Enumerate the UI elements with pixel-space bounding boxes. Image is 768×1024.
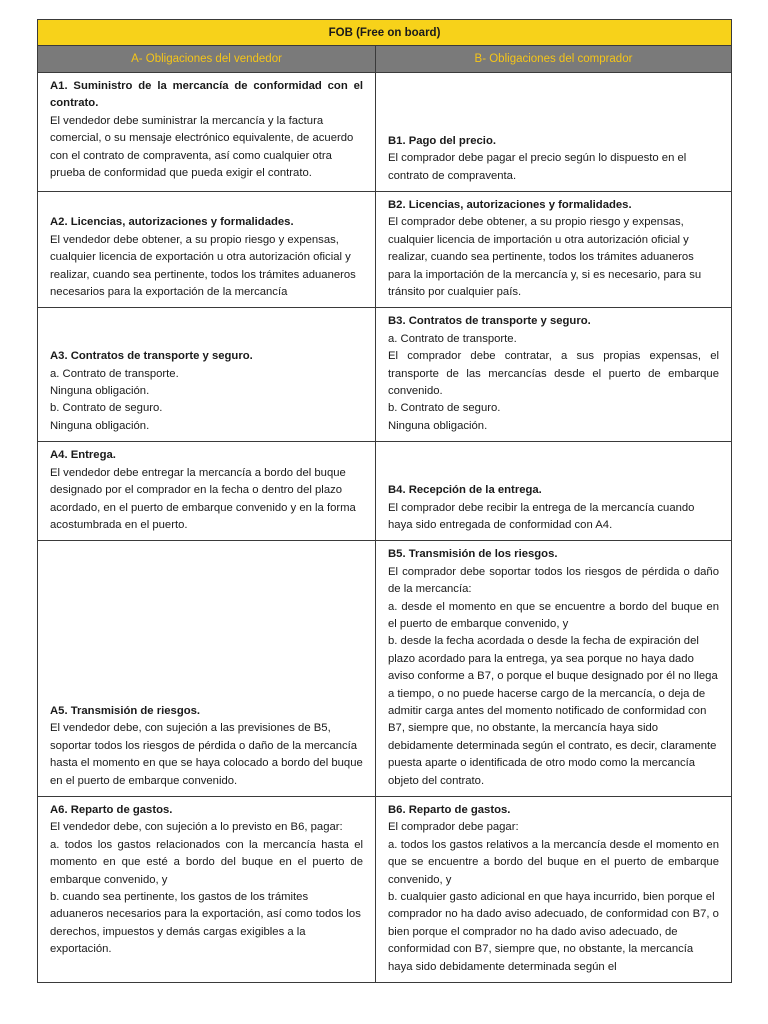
table-row [38, 541, 732, 797]
obligation-text: El vendedor debe, con sujeción a las previsiones de B5, soportar todos los riesgos de pérdida o daño de la mercancía hasta el momento en que se haya colocado a bordo del buque en el puerto de embarque convenido. [50, 722, 363, 787]
obligation-text: El comprador debe obtener, a su propio riesgo y expensas, cualquier licencia de importación u otra autorización oficial y realizar, cuando sea pertinente, todos los trámites aduaneros para la importación de la mercancía y, si es necesario, para su tránsito por cualquier país. [388, 216, 702, 299]
obligation-text: El comprador debe pagar: [388, 821, 519, 834]
obligation-text: a. Contrato de transporte. [388, 332, 517, 345]
obligation-text: El comprador debe soportar todos los riesgos de pérdida o daño de la mercancía: [388, 565, 719, 596]
obligations-body [38, 73, 732, 983]
obligation-text: El comprador debe recibir la entrega de la mercancía cuando haya sido entregada de conformidad con A4. [388, 501, 695, 531]
fob-obligations-table [37, 19, 732, 983]
buyer-obligation-cell [376, 308, 732, 442]
table-row [38, 442, 732, 541]
obligation-heading: A4. Entrega. [50, 449, 116, 462]
obligation-text: Ninguna obligación. [50, 419, 150, 432]
seller-obligation-cell [38, 308, 376, 442]
seller-obligation-cell [38, 797, 376, 983]
buyer-obligation-cell [376, 541, 732, 797]
obligation-text: Ninguna obligación. [388, 419, 488, 432]
obligation-text: El comprador debe contratar, a sus propias expensas, el transporte de las mercancías desde el puerto de embarque convenido. [388, 350, 719, 398]
buyer-obligation-cell [376, 442, 732, 541]
obligation-heading: A6. Reparto de gastos. [50, 804, 173, 816]
obligation-heading: B4. Recepción de la entrega. [388, 484, 542, 497]
obligation-text: El vendedor debe, con sujeción a lo previsto en B6, pagar: [50, 821, 343, 834]
seller-column-header: A- Obligaciones del vendedor [38, 46, 376, 73]
obligation-text: a. todos los gastos relacionados con la mercancía hasta el momento en que esté a bordo del buque en el puerto de embarque convenido, y [50, 838, 363, 886]
seller-obligation-cell [38, 73, 376, 192]
obligation-heading: A1. Suministro de la mercancía de conformidad con el contrato. [50, 80, 363, 110]
obligation-text: a. Contrato de transporte. [50, 367, 179, 380]
seller-obligation-cell [38, 442, 376, 541]
obligation-text: Ninguna obligación. [50, 385, 150, 398]
obligation-text: El vendedor debe entregar la mercancía a bordo del buque designado por el comprador en la fecha o dentro del plazo acordado, en el puerto de embarque convenido y en la forma acostumbrada en el puerto. [50, 466, 356, 531]
obligation-text: b. cualquier gasto adicional en que haya incurrido, bien porque el comprador no ha dado aviso adecuado, de conformidad con B7, o bien porque el comprador no ha dado aviso adecuado, de conformidad con B7, siempre que, no obstante, la mercancía haya sido debidamente determinada según el [388, 891, 719, 973]
obligation-heading: B1. Pago del precio. [388, 134, 496, 147]
obligation-heading: A5. Transmisión de riesgos. [50, 704, 201, 717]
obligation-heading: A2. Licencias, autorizaciones y formalidades. [50, 216, 294, 229]
obligation-text: a. todos los gastos relativos a la mercancía desde el momento en que se encuentre a bordo del buque en el puerto de embarque convenido, y [388, 838, 719, 886]
obligation-heading: B6. Reparto de gastos. [388, 804, 511, 816]
obligation-text: El vendedor debe obtener, a su propio riesgo y expensas, cualquier licencia de exportación u otra autorización oficial y realizar, cuando sea pertinente, todos los trámites aduaneros necesarios para la exportación de la mercancía [50, 233, 356, 299]
table-row [38, 797, 732, 983]
seller-obligation-cell [38, 541, 376, 797]
buyer-column-header: B- Obligaciones del comprador [376, 46, 732, 73]
table-row [38, 308, 732, 442]
obligation-heading: B5. Transmisión de los riesgos. [388, 548, 558, 561]
obligation-heading: A3. Contratos de transporte y seguro. [50, 350, 253, 363]
title-row [38, 20, 732, 46]
buyer-obligation-cell [376, 192, 732, 308]
obligation-text: a. desde el momento en que se encuentre a bordo del buque en el puerto de embarque convenido, y [388, 600, 719, 630]
seller-obligation-cell [38, 192, 376, 308]
column-header-row [38, 46, 732, 73]
obligation-text: b. Contrato de seguro. [50, 402, 163, 415]
obligation-text: El vendedor debe suministrar la mercancía y la factura comercial, o su mensaje electrónico equivalente, de acuerdo con el contrato de compraventa, así como cualquier otra prueba de conformidad que pueda exigir el contrato. [50, 114, 354, 180]
obligation-text: b. cuando sea pertinente, los gastos de los trámites aduaneros necesarios para la exportación, así como todos los derechos, impuestos y demás cargas exigibles a la exportación. [50, 891, 361, 956]
table-row [38, 192, 732, 308]
table-title: FOB (Free on board) [38, 20, 732, 46]
obligation-text: El comprador debe pagar el precio según lo dispuesto en el contrato de compraventa. [388, 152, 687, 182]
obligation-text: b. desde la fecha acordada o desde la fecha de expiración del plazo acordado para la entrega, ya sea porque no haya dado aviso conforme a B7, o porque el buque designado por él no llega a tiempo, o no puede hacerse cargo de la mercancía, o deja de admitir carga antes del momento notificado de conformidad con B7, siempre que, no obstante, la mercancía haya sido debidamente determinada según el contrato, es decir, claramente puesta aparte o identificada de otro modo como la mercancía objeto del contrato. [388, 635, 718, 787]
buyer-obligation-cell [376, 73, 732, 192]
buyer-obligation-cell [376, 797, 732, 983]
obligation-heading: B2. Licencias, autorizaciones y formalidades. [388, 199, 632, 211]
obligation-heading: B3. Contratos de transporte y seguro. [388, 315, 591, 328]
obligation-text: b. Contrato de seguro. [388, 402, 501, 415]
table-row [38, 73, 732, 192]
